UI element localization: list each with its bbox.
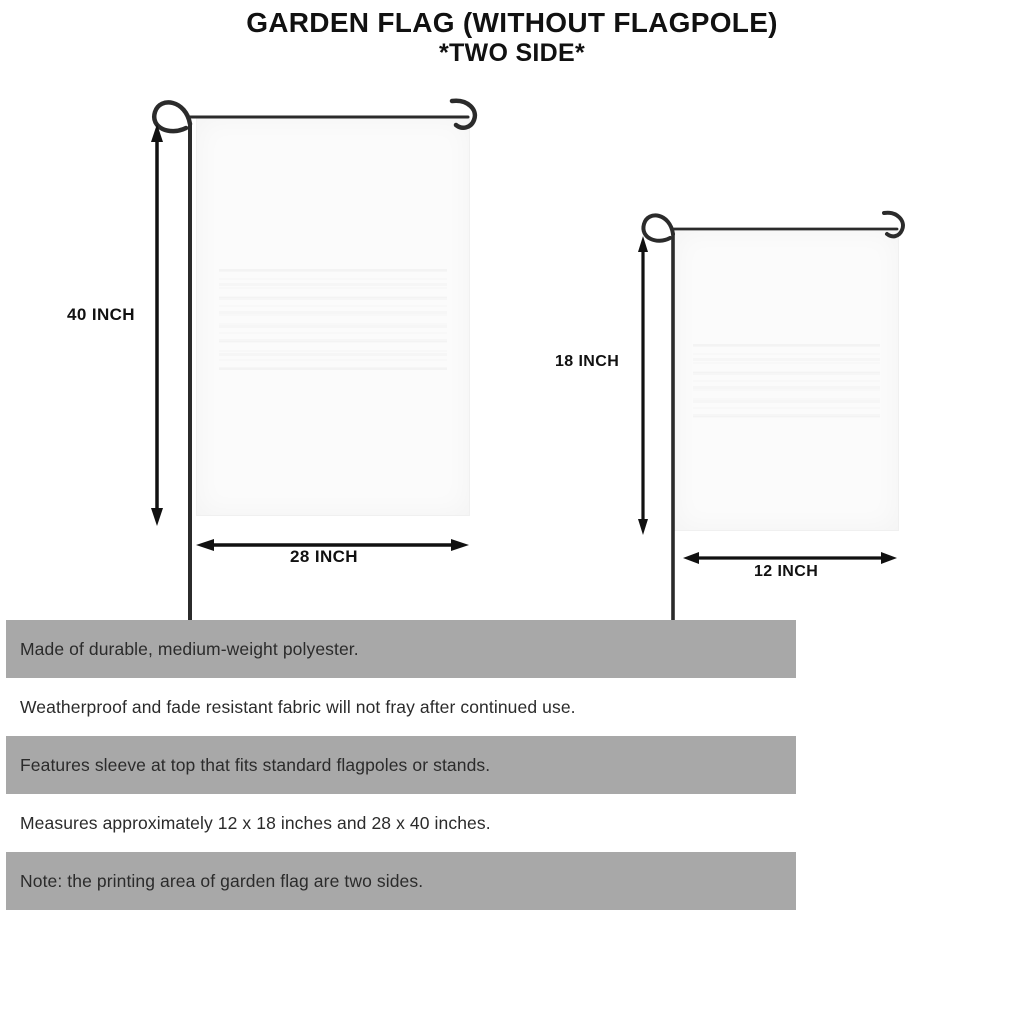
list-item	[6, 620, 796, 678]
page-title: GARDEN FLAG (WITHOUT FLAGPOLE)	[246, 7, 778, 38]
large-flag-cloth	[196, 117, 470, 516]
feature-text: Note: the printing area of garden flag are two sides.	[20, 870, 424, 891]
title-block	[0, 6, 1024, 69]
list-item	[6, 852, 796, 910]
small-flag-width-label: 12 INCH	[754, 563, 819, 580]
list-item	[6, 678, 796, 736]
feature-text: Made of durable, medium-weight polyester.	[20, 638, 359, 659]
small-flag-cloth	[674, 229, 899, 531]
feature-list	[6, 620, 796, 910]
list-item	[6, 736, 796, 794]
feature-text: Features sleeve at top that fits standard flagpoles or stands.	[20, 754, 491, 775]
page-subtitle: *TWO SIDE*	[438, 39, 586, 68]
large-flag-width-label: 28 INCH	[290, 547, 358, 566]
large-flag-height-arrow	[151, 124, 163, 526]
list-item	[6, 794, 796, 852]
feature-text: Weatherproof and fade resistant fabric will not fray after continued use.	[20, 696, 576, 717]
small-flag-height-arrow	[638, 236, 648, 535]
large-flag-height-label: 40 INCH	[67, 305, 135, 324]
small-flag-height-label: 18 INCH	[555, 353, 620, 370]
feature-text: Measures approximately 12 x 18 inches and 28 x 40 inches.	[20, 812, 491, 833]
